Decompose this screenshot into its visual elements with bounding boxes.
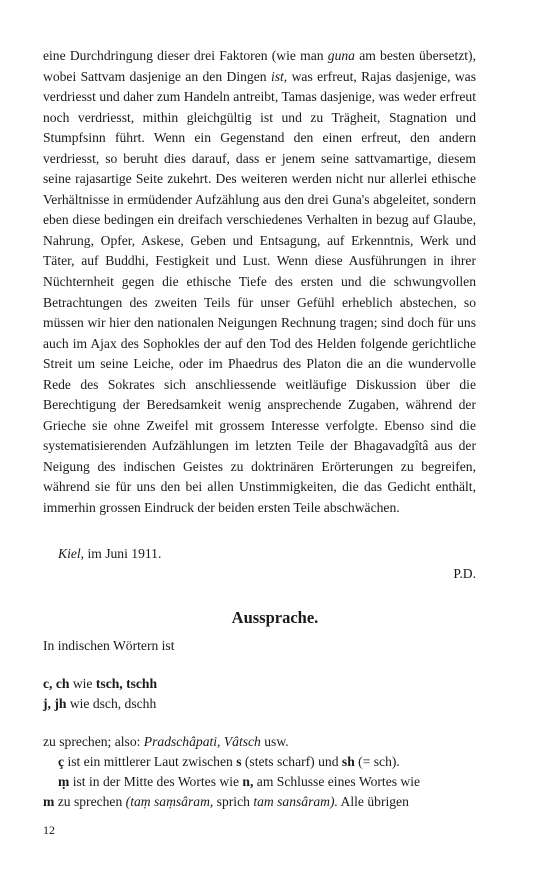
rule-letters: n,	[242, 774, 254, 789]
term-ist: ist	[270, 68, 284, 84]
rule-letters: j, jh	[43, 696, 67, 711]
examples-suffix: usw.	[260, 734, 289, 749]
rule-letters: sh	[341, 754, 355, 769]
examples-line	[43, 732, 476, 752]
rule-example: tam sansâram).	[253, 794, 338, 809]
body-text	[43, 46, 476, 519]
rule-text: ist ein mittlerer Laut zwischen	[64, 754, 237, 769]
m-dot-rule-line1	[58, 772, 476, 792]
rule-letters: c, ch	[43, 676, 70, 691]
rule-letters: ç	[58, 754, 65, 769]
pronunciation-rule-c	[43, 674, 476, 694]
m-dot-rule-line2	[43, 792, 476, 812]
rule-text: am Schlusse eines Wortes wie	[253, 774, 421, 789]
rule-text: wie	[69, 676, 96, 691]
pronunciation-rule-j	[43, 694, 476, 714]
signature-place-date	[58, 544, 161, 564]
rule-example: (taṃ saṃsâram,	[125, 794, 214, 809]
body-text-part: am besten übersetzt), wobei Sattvam dasjenige an den Dingen	[43, 48, 476, 84]
rule-text: sprich	[213, 794, 254, 809]
rule-sound: tsch, tschh	[95, 676, 158, 691]
section-heading: Aussprache.	[231, 608, 319, 627]
rule-letters: m	[43, 794, 55, 809]
signature-initials: P.D.	[453, 566, 476, 581]
page-number: 12	[43, 823, 55, 837]
rule-letters: s	[236, 754, 242, 769]
body-text-part: , was erfreut, Rajas dasjenige, was verdriesst und daher zum Handeln antreibt, Tamas dasjenige, was weder erfreut noch verdriesst, mithin gleichgültig ist und zu Trägheit, Stagnation und Stumpfsinn führt. Wenn ein Gegenstand den einen erfreut, den andern verdriesst, so beruht dies darauf, dass er jenem seine sattvamartige, diesem seine rajasartige Seite zukehrt. Des weiteren werden nicht nur allerlei ethische Verhältnisse in ermüdender Aufzählung aus den drei Guna's abgeleitet, sondern eben diese bedingen ein dreifach verschiedenes Verhalten in bezug auf Glaube, Nahrung, Opfer, Askese, Geben und Entsagung, auf Erkenntnis, Werk und Täter, auf Buddhi, Festigkeit und Lust. Wenn diese Ausführungen in ihrer Nüchternheit gegen die ethische Tiefe des ersten und die schwungvollen Betrachtungen des zweiten Teils für unser Gefühl erheblich abstechen, so müssen wir hier den nationalen Neigungen Rechnung tragen; sind doch für uns auch im Ajax des Sophokles der auf den Tod des Helden folgende gerichtliche Streit um seine Leiche, oder im Phaedrus des Platon die an die wundervolle Rede des Sokrates sich anschliessende weitläufige Diskussion über die Berechtigung der Beredsamkeit wenig ansprechende Zugaben, während der Grieche sie ohne Zweifel mit grossem Interesse verfolgte. Ebenso sind die systematisierenden Aufzählungen im letzten Teile der Bhagavadgîtâ aus der Neigung des indischen Geistes zu doktrinären Erörterungen zu begreifen, während sie für uns den bei allen Unstimmigkeiten, die das Gedicht enthält, immerhin grossen Eindruck der beiden ersten Teile abschwächen.	[43, 68, 476, 516]
rule-text: (stets scharf) und	[241, 754, 342, 769]
rule-text: Alle übrigen	[337, 794, 409, 809]
rule-letters: ṃ	[58, 774, 70, 789]
rule-text: ist in der Mitte des Wortes wie	[69, 774, 243, 789]
signature-date: im Juni 1911.	[84, 546, 162, 561]
rule-text: wie dsch, dschh	[66, 696, 157, 711]
rule-text: zu sprechen	[54, 794, 126, 809]
section-intro: In indischen Wörtern ist	[43, 638, 175, 653]
examples: Pradschâpati, Vâtsch	[143, 734, 261, 749]
body-text-part: eine Durchdringung dieser drei Faktoren (wie man	[43, 48, 328, 63]
rule-text: (= sch).	[354, 754, 400, 769]
c-cedilla-rule	[58, 752, 476, 772]
examples-prefix: zu sprechen; also:	[43, 734, 144, 749]
term-guna: guna	[327, 48, 355, 63]
body-paragraph	[43, 46, 476, 519]
signature-place: Kiel,	[58, 546, 85, 561]
